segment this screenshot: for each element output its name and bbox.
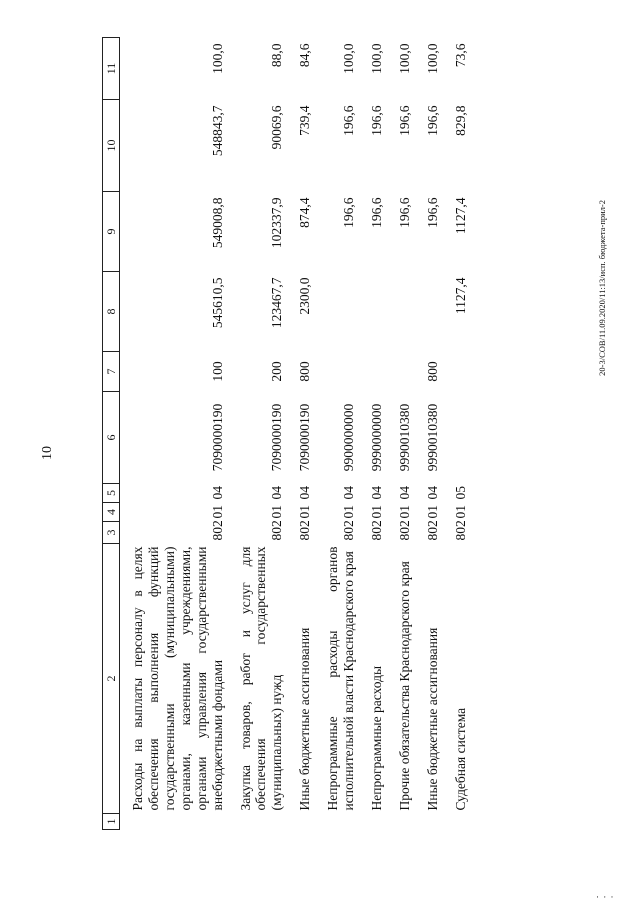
row-name: Непрограммные расходы органов исполнительной власти Краснодарского края (325, 546, 357, 811)
cell-col10: 548843,7 (209, 105, 225, 157)
cell-target-article: 7090000190 (209, 403, 225, 472)
cell-col9: 196,6 (396, 197, 412, 228)
col-header: 1 (103, 814, 120, 830)
cell-col8 (415, 272, 443, 352)
document-stamp: 20-3/СОВ/11.09.2020/11:13/исп. бюджета-прил-2 (597, 200, 607, 376)
cell-expense-type (359, 352, 387, 392)
col-header: 3 (103, 522, 120, 544)
row-name: Прочие обязательства Краснодарского края (396, 561, 412, 811)
cell-expense-type: 800 (424, 361, 440, 382)
col-header: 6 (103, 392, 120, 484)
cell-section: 01 (424, 505, 440, 519)
cell-expense-type (315, 352, 359, 392)
cell-subsection: 04 (297, 486, 313, 500)
page-number: 10 (40, 446, 55, 460)
cell-col8: 2300,0 (297, 277, 313, 315)
table-row (443, 38, 471, 830)
cell-subsection: 05 (452, 486, 468, 500)
cell-target-article: 9900000000 (341, 403, 357, 472)
cell-percent: 100,0 (396, 43, 412, 74)
cell-col9: 196,6 (341, 197, 357, 228)
cell-subsection: 04 (209, 486, 225, 500)
table-row (120, 38, 228, 830)
budget-table-container (102, 38, 520, 830)
cell-expense-type: 100 (209, 361, 225, 382)
cell-percent: 100,0 (424, 43, 440, 74)
row-name: Иные бюджетные ассигнования (297, 627, 313, 811)
cell-admin-code: 802 (369, 520, 385, 541)
cell-col9: 1127,4 (452, 197, 468, 235)
cell-col10: 196,6 (369, 105, 385, 136)
cell-col8: 123467,7 (269, 277, 285, 329)
cell-target-article: 9990010380 (424, 403, 440, 472)
cell-section: 01 (452, 505, 468, 519)
table-row (387, 38, 415, 830)
cell-percent: 100,0 (341, 43, 357, 74)
cell-col10: 196,6 (396, 105, 412, 136)
col-header: 7 (103, 352, 120, 392)
cell-admin-code: 802 (396, 520, 412, 541)
header-row (103, 38, 120, 830)
cell-col10: 196,6 (341, 105, 357, 136)
cell-percent: 100,0 (209, 43, 225, 74)
cell-section: 01 (297, 505, 313, 519)
col-header: 10 (103, 100, 120, 192)
cell-col8 (359, 272, 387, 352)
cell-col9: 874,4 (297, 197, 313, 228)
cell-expense-type: 200 (269, 361, 285, 382)
cell-col8: 545610,5 (209, 277, 225, 329)
cell-admin-code: 802 (297, 520, 313, 541)
table-row (415, 38, 443, 830)
cell-subsection: 04 (341, 486, 357, 500)
cell-section: 01 (369, 505, 385, 519)
col-header: 9 (103, 192, 120, 272)
cell-col10: 739,4 (297, 105, 313, 136)
cell-admin-code: 802 (269, 520, 285, 541)
row-name: Иные бюджетные ассигнования (424, 627, 440, 811)
cell-target-article: 7090000190 (297, 403, 313, 472)
cell-section: 01 (396, 505, 412, 519)
table-row (359, 38, 387, 830)
cell-percent: 84,6 (297, 43, 313, 68)
cell-subsection: 04 (369, 486, 385, 500)
cell-section: 01 (209, 505, 225, 519)
cell-col10: 196,6 (424, 105, 440, 136)
cell-admin-code: 802 (209, 520, 225, 541)
cell-target-article: 7090000190 (269, 403, 285, 472)
col-header: 4 (103, 503, 120, 522)
cell-col9: 196,6 (369, 197, 385, 228)
cell-percent: 100,0 (369, 43, 385, 74)
cell-admin-code: 802 (424, 520, 440, 541)
col-header: 2 (103, 544, 120, 814)
col-header: 11 (103, 38, 120, 100)
cell-target-article (443, 392, 471, 484)
cell-col8 (387, 272, 415, 352)
cell-target-article: 9990000000 (369, 403, 385, 472)
cell-col8 (315, 272, 359, 352)
row-name: Непрограммные расходы (369, 665, 385, 811)
cell-col9: 102337,9 (269, 197, 285, 249)
cell-expense-type: 800 (297, 361, 313, 382)
cell-admin-code: 802 (341, 520, 357, 541)
table-row (228, 38, 288, 830)
row-name: Закупка товаров, работ и услуг для обеспечения государственных (муниципальных) нужд (237, 546, 285, 811)
cell-admin-code: 802 (452, 520, 468, 541)
cell-col9: 196,6 (424, 197, 440, 228)
cell-col9: 549008,8 (209, 197, 225, 249)
budget-table (102, 37, 471, 830)
cell-subsection: 04 (424, 486, 440, 500)
row-name: Расходы на выплаты персоналу в целях обеспечения выполнения функций государственными (муниципальными) органами, казенными учреждениями, органами управления государственными внебюджетными фондами (130, 546, 225, 811)
cell-subsection: 04 (269, 486, 285, 500)
cell-col10: 829,8 (452, 105, 468, 136)
col-header: 8 (103, 272, 120, 352)
cell-percent: 88,0 (269, 43, 285, 68)
cell-expense-type (443, 352, 471, 392)
cell-col10: 90069,6 (269, 105, 285, 150)
row-name: Судебная система (452, 707, 468, 811)
cell-section: 01 (269, 505, 285, 519)
cell-expense-type (387, 352, 415, 392)
bottom-marks: · · · (596, 892, 615, 902)
cell-col8: 1127,4 (452, 277, 468, 315)
col-header: 5 (103, 484, 120, 503)
cell-section: 01 (341, 505, 357, 519)
table-row (287, 38, 315, 830)
cell-percent: 73,6 (452, 43, 468, 68)
table-row (315, 38, 359, 830)
cell-target-article: 9990010380 (396, 403, 412, 472)
cell-subsection: 04 (396, 486, 412, 500)
